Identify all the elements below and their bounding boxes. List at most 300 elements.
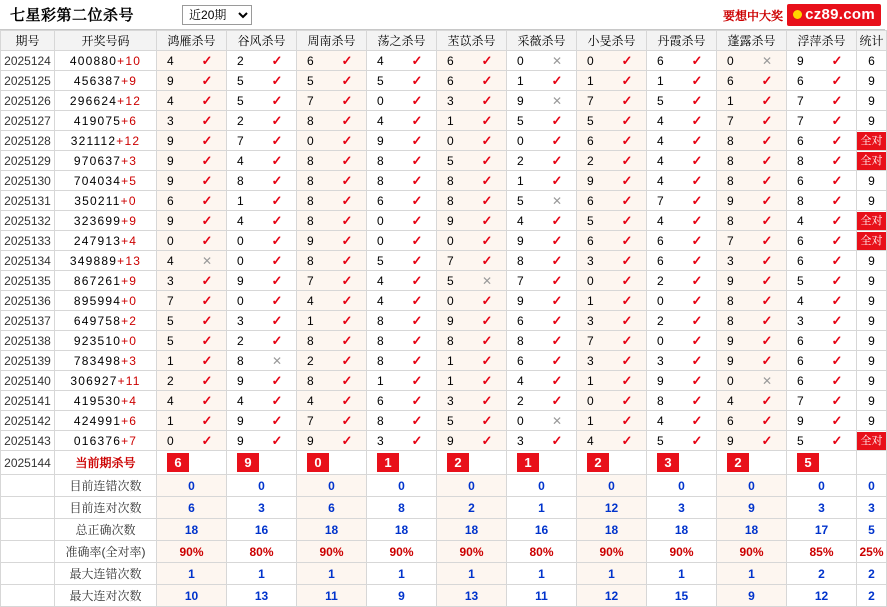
check-icon: ✓ [691,132,703,148]
check-icon: ✓ [201,132,213,148]
kill-cell [717,411,787,431]
issue-cell[interactable]: 2025142 [1,411,55,431]
kill-cell [157,231,227,251]
kill-cell [367,51,437,71]
kill-cell [437,51,507,71]
summary-value-cell: 3 [227,497,297,519]
kill-number: 6 [377,393,384,408]
kill-cell [297,311,367,331]
current-kill-cell [577,451,647,475]
check-icon: ✓ [201,92,213,108]
kill-number: 1 [377,373,384,388]
issue-cell[interactable]: 2025125 [1,71,55,91]
kill-cell [787,431,857,451]
period-select[interactable] [182,5,252,25]
kill-cell [577,291,647,311]
kill-cell [647,211,717,231]
issue-cell[interactable]: 2025141 [1,391,55,411]
header-right [723,0,885,30]
check-icon: ✓ [481,332,493,348]
kill-number: 8 [797,193,804,208]
check-icon: ✓ [621,152,633,168]
kill-number: 8 [237,173,244,188]
kill-cell [227,191,297,211]
current-kill-badge: 2 [447,453,469,472]
stat-cell: 9 [857,411,887,431]
table-row [1,231,887,251]
check-icon: ✓ [831,172,843,188]
kill-cell [647,51,717,71]
current-kill-badge: 1 [517,453,539,472]
column-header-6[interactable]: 苤苡杀号 [437,31,507,51]
draw-code: 296624 [69,93,118,108]
check-icon: ✓ [411,232,423,248]
logo-text: cz89.com [805,6,875,23]
kill-number: 9 [237,433,244,448]
column-header-5[interactable]: 荡之杀号 [367,31,437,51]
kill-number: 4 [307,293,314,308]
check-icon: ✓ [201,72,213,88]
check-icon: ✓ [481,352,493,368]
kill-cell [437,351,507,371]
current-kill-cell [647,451,717,475]
check-icon: ✓ [551,132,563,148]
draw-code-sum: +3 [121,153,138,168]
summary-stat-cell: 3 [857,497,887,519]
check-icon: ✓ [831,372,843,388]
kill-number: 3 [167,113,174,128]
column-header-2[interactable]: 鸿雁杀号 [157,31,227,51]
kill-cell [787,311,857,331]
kill-cell [577,391,647,411]
check-icon: ✓ [551,292,563,308]
kill-number: 7 [727,233,734,248]
check-icon: ✓ [341,392,353,408]
kill-cell [507,51,577,71]
summary-value-cell: 80% [507,541,577,563]
draw-code-cell [55,231,157,251]
summary-value-cell: 11 [297,585,367,607]
table-row [1,51,887,71]
summary-value-cell: 0 [157,475,227,497]
current-kill-cell [297,451,367,475]
issue-cell[interactable]: 2025126 [1,91,55,111]
column-header-9[interactable]: 丹霞杀号 [647,31,717,51]
kill-cell [227,111,297,131]
summary-value-cell: 0 [367,475,437,497]
summary-value-cell: 0 [717,475,787,497]
kill-cell [507,71,577,91]
kill-number: 0 [587,273,594,288]
table-row [1,291,887,311]
draw-code: 350211 [74,193,121,208]
cross-icon: ✕ [551,93,563,108]
draw-code: 419530 [73,393,122,408]
kill-cell [437,231,507,251]
issue-cell[interactable]: 2025139 [1,351,55,371]
site-logo[interactable] [787,4,881,26]
summary-blank-cell [1,475,55,497]
kill-cell [227,411,297,431]
kill-cell [577,211,647,231]
issue-cell[interactable]: 2025129 [1,151,55,171]
table-row [1,171,887,191]
summary-value-cell: 9 [717,497,787,519]
issue-cell[interactable]: 2025138 [1,331,55,351]
kill-number: 0 [587,393,594,408]
check-icon: ✓ [341,212,353,228]
kill-number: 9 [447,433,454,448]
check-icon: ✓ [481,192,493,208]
current-kill-badge: 3 [657,453,679,472]
check-icon: ✓ [201,412,213,428]
summary-value-cell: 10 [157,585,227,607]
check-icon: ✓ [621,132,633,148]
current-period-row [1,451,887,475]
kill-cell [717,151,787,171]
kill-cell [717,111,787,131]
summary-blank-cell [1,585,55,607]
kill-cell [227,231,297,251]
kill-cell [157,171,227,191]
kill-cell [577,251,647,271]
check-icon: ✓ [271,392,283,408]
kill-number: 0 [657,293,664,308]
kill-number: 7 [797,113,804,128]
kill-number: 9 [517,93,524,108]
kill-cell [437,251,507,271]
check-icon: ✓ [271,432,283,448]
kill-cell [367,171,437,191]
kill-number: 8 [307,173,314,188]
draw-code-cell [55,351,157,371]
issue-cell[interactable]: 2025140 [1,371,55,391]
kill-cell [157,311,227,331]
check-icon: ✓ [691,212,703,228]
table-row [1,391,887,411]
check-icon: ✓ [831,192,843,208]
check-icon: ✓ [341,272,353,288]
kill-number: 7 [797,393,804,408]
issue-cell[interactable]: 2025130 [1,171,55,191]
kill-cell [647,151,717,171]
draw-code-sum: +11 [117,373,141,388]
kill-number: 8 [447,193,454,208]
kill-cell [297,131,367,151]
kill-number: 9 [237,273,244,288]
kill-number: 7 [167,293,174,308]
kill-cell [227,151,297,171]
issue-cell[interactable]: 2025128 [1,131,55,151]
kill-cell [227,211,297,231]
check-icon: ✓ [481,112,493,128]
check-icon: ✓ [761,72,773,88]
summary-row [1,563,887,585]
issue-cell[interactable]: 2025137 [1,311,55,331]
kill-cell [437,431,507,451]
table-row [1,351,887,371]
kill-number: 7 [307,273,314,288]
kill-cell [577,271,647,291]
summary-value-cell: 9 [367,585,437,607]
issue-cell[interactable]: 2025134 [1,251,55,271]
kill-cell [577,91,647,111]
check-icon: ✓ [271,292,283,308]
kill-cell [717,191,787,211]
check-icon: ✓ [621,372,633,388]
kill-cell [297,291,367,311]
check-icon: ✓ [551,252,563,268]
issue-cell[interactable]: 2025133 [1,231,55,251]
draw-code: 306927 [70,373,118,388]
kill-number: 5 [447,413,454,428]
check-icon: ✓ [271,372,283,388]
kill-number: 5 [587,113,594,128]
check-icon: ✓ [551,272,563,288]
promo-text: 要想中大奖 [723,8,784,23]
kill-number: 2 [517,153,524,168]
kill-cell [577,431,647,451]
check-icon: ✓ [481,432,493,448]
draw-code-cell [55,211,157,231]
check-icon: ✓ [411,212,423,228]
kill-cell [297,51,367,71]
kill-cell [437,171,507,191]
kill-number: 9 [727,193,734,208]
check-icon: ✓ [691,312,703,328]
summary-label-cell: 目前连错次数 [55,475,157,497]
kill-number: 0 [447,133,454,148]
kill-cell [367,91,437,111]
check-icon: ✓ [621,412,633,428]
cross-icon: ✕ [761,53,773,68]
kill-cell [717,331,787,351]
kill-number: 0 [237,293,244,308]
kill-cell [507,251,577,271]
kill-cell [157,71,227,91]
draw-code: 247913 [73,233,122,248]
check-icon: ✓ [201,52,213,68]
column-header-12[interactable]: 统计 [857,31,887,51]
summary-value-cell: 1 [227,563,297,585]
kill-cell [227,51,297,71]
draw-code-cell [55,431,157,451]
current-kill-cell [787,451,857,475]
check-icon: ✓ [761,312,773,328]
check-icon: ✓ [621,272,633,288]
kill-cell [787,351,857,371]
check-icon: ✓ [411,112,423,128]
kill-number: 2 [167,373,174,388]
summary-value-cell: 12 [577,585,647,607]
current-issue-cell[interactable]: 2025144 [1,451,55,475]
kill-number: 6 [517,313,524,328]
kill-cell [297,371,367,391]
kill-number: 9 [447,313,454,328]
check-icon: ✓ [761,332,773,348]
kill-cell [647,331,717,351]
kill-cell [157,331,227,351]
kill-number: 9 [237,373,244,388]
kill-number: 9 [727,333,734,348]
check-icon: ✓ [691,92,703,108]
check-icon: ✓ [481,392,493,408]
column-header-0[interactable]: 期号 [1,31,55,51]
kill-number: 0 [587,53,594,68]
check-icon: ✓ [621,172,633,188]
table-row [1,131,887,151]
kill-number: 1 [517,73,524,88]
kill-cell [577,111,647,131]
kill-cell [297,71,367,91]
column-header-7[interactable]: 采薇杀号 [507,31,577,51]
kill-cell [507,431,577,451]
kill-cell [577,191,647,211]
kill-cell [577,151,647,171]
check-icon: ✓ [271,412,283,428]
draw-code: 349889 [69,253,118,268]
check-icon: ✓ [831,72,843,88]
summary-value-cell: 1 [717,563,787,585]
draw-code-cell [55,331,157,351]
kill-cell [647,111,717,131]
draw-code-cell [55,251,157,271]
kill-cell [647,411,717,431]
draw-code-cell [55,271,157,291]
check-icon: ✓ [411,192,423,208]
kill-cell [367,191,437,211]
kill-number: 0 [237,253,244,268]
check-icon: ✓ [621,312,633,328]
kill-cell [157,91,227,111]
kill-number: 8 [727,173,734,188]
issue-cell[interactable]: 2025143 [1,431,55,451]
kill-cell [227,131,297,151]
issue-cell[interactable]: 2025132 [1,211,55,231]
kill-cell [227,331,297,351]
kill-number: 3 [447,93,454,108]
draw-code-cell [55,411,157,431]
draw-code-cell [55,311,157,331]
check-icon: ✓ [831,152,843,168]
kill-number: 9 [587,173,594,188]
draw-code-cell [55,191,157,211]
check-icon: ✓ [411,92,423,108]
summary-value-cell: 90% [717,541,787,563]
check-icon: ✓ [761,352,773,368]
issue-cell[interactable]: 2025131 [1,191,55,211]
kill-number: 7 [797,93,804,108]
kill-cell [367,251,437,271]
kill-number: 6 [727,413,734,428]
kill-number: 0 [517,53,524,68]
current-label-cell: 当前期杀号 [55,451,157,475]
kill-cell [227,351,297,371]
kill-cell [437,391,507,411]
table-row [1,311,887,331]
summary-value-cell: 18 [437,519,507,541]
summary-label-cell: 总正确次数 [55,519,157,541]
check-icon: ✓ [271,312,283,328]
draw-code-sum: +4 [121,233,138,248]
kill-cell [787,251,857,271]
summary-blank-cell [1,541,55,563]
issue-cell[interactable]: 2025135 [1,271,55,291]
current-kill-badge: 0 [307,453,329,472]
kill-cell [647,91,717,111]
check-icon: ✓ [551,332,563,348]
kill-number: 6 [657,233,664,248]
kill-number: 9 [447,213,454,228]
kill-number: 3 [167,273,174,288]
kill-cell [297,111,367,131]
check-icon: ✓ [341,232,353,248]
kill-cell [297,231,367,251]
kill-cell [157,291,227,311]
kill-number: 8 [377,413,384,428]
kill-cell [577,71,647,91]
check-icon: ✓ [761,92,773,108]
summary-value-cell: 1 [367,563,437,585]
column-header-10[interactable]: 蓬露杀号 [717,31,787,51]
kill-cell [437,271,507,291]
issue-cell[interactable]: 2025136 [1,291,55,311]
column-header-4[interactable]: 周南杀号 [297,31,367,51]
stat-cell: 9 [857,271,887,291]
summary-value-cell: 9 [717,585,787,607]
kill-cell [367,351,437,371]
check-icon: ✓ [411,312,423,328]
issue-cell[interactable]: 2025124 [1,51,55,71]
kill-cell [157,431,227,451]
summary-stat-cell: 2 [857,585,887,607]
column-header-1[interactable]: 开奖号码 [55,31,157,51]
current-kill-badge: 6 [167,453,189,472]
check-icon: ✓ [341,132,353,148]
kill-number: 8 [377,333,384,348]
check-icon: ✓ [271,272,283,288]
kill-number: 0 [727,53,734,68]
summary-stat-cell: 5 [857,519,887,541]
summary-row [1,541,887,563]
column-header-3[interactable]: 谷风杀号 [227,31,297,51]
summary-label-cell: 准确率(全对率) [55,541,157,563]
check-icon: ✓ [201,432,213,448]
kill-number: 0 [377,93,384,108]
summary-value-cell: 0 [577,475,647,497]
check-icon: ✓ [341,332,353,348]
summary-value-cell: 80% [227,541,297,563]
check-icon: ✓ [481,172,493,188]
issue-cell[interactable]: 2025127 [1,111,55,131]
column-header-11[interactable]: 浮萍杀号 [787,31,857,51]
draw-code: 895994 [73,293,122,308]
kill-number: 8 [727,313,734,328]
kill-cell [367,151,437,171]
kill-number: 3 [657,353,664,368]
kill-number: 5 [517,113,524,128]
draw-code-cell [55,91,157,111]
check-icon: ✓ [411,392,423,408]
kill-number: 3 [797,313,804,328]
kill-number: 6 [797,373,804,388]
kill-number: 7 [587,333,594,348]
kill-number: 6 [797,173,804,188]
column-header-8[interactable]: 小旻杀号 [577,31,647,51]
check-icon: ✓ [551,372,563,388]
check-icon: ✓ [481,252,493,268]
kill-number: 8 [377,313,384,328]
